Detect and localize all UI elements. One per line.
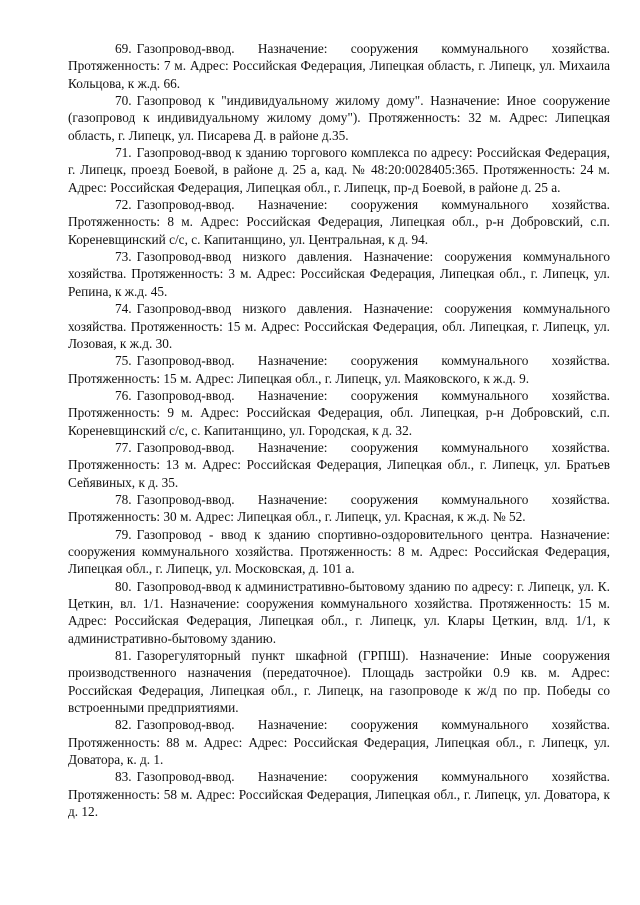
item-number: 74. xyxy=(115,301,132,317)
list-item xyxy=(68,352,610,387)
item-number: 72. xyxy=(115,197,132,213)
list-item xyxy=(68,716,610,768)
item-text: Газопровод-ввод. Назначение: сооружения коммунального хозяйства. Протяженность: 88 м. Адрес: Адрес: Российская Федерация, Липецкая обл., г. Липецк, ул. Доватора, к. д. 1. xyxy=(68,717,610,768)
document-page xyxy=(68,40,610,820)
item-text: Газопровод-ввод к зданию торгового комплекса по адресу: Российская Федерация, г. Липецк, проезд Боевой, в районе д. 25 а, кад. № 48:20:0028405:365. Протяженность: 24 м. Адрес: Российская Федерация, Липецкая обл., г. Липецк, пр-д Боевой, в районе д. 25 а. xyxy=(68,145,610,195)
list-item xyxy=(68,196,610,248)
list-item xyxy=(68,144,610,196)
item-text: Газопровод - ввод к зданию спортивно-оздоровительного центра. Назначение: сооружения коммунального хозяйства. Протяженность: 8 м. Адрес: Российская Федерация, Липецкая обл., г. Липецк, ул. Московская, д. 101 а. xyxy=(68,526,610,577)
list-item xyxy=(68,491,610,526)
item-text: Газопровод-ввод. Назначение: сооружения коммунального хозяйства. Протяженность: 30 м. Адрес: Липецкая обл., г. Липецк, ул. Красная, к ж.д. № 52. xyxy=(68,491,610,525)
item-number: 79. xyxy=(115,526,132,542)
item-number: 70. xyxy=(115,93,132,109)
item-number: 82. xyxy=(115,717,132,733)
list-item xyxy=(68,300,610,352)
item-text: Газопровод-ввод. Назначение: сооружения коммунального хозяйства. Протяженность: 13 м. Адрес: Российская Федерация, Липецкая обл., г. Липецк, ул. Братьев Сеňявиных, к д. 35. xyxy=(68,439,610,490)
list-item xyxy=(68,768,610,820)
item-number: 80. xyxy=(115,578,132,594)
list-item xyxy=(68,526,610,578)
list-item xyxy=(68,439,610,491)
item-number: 78. xyxy=(115,491,132,507)
item-text: Газопровод-ввод. Назначение: сооружения коммунального хозяйства. Протяженность: 9 м. Адрес: Российская Федерация, обл. Липецкая, р-н Добровский, с.п. Кореневщинский с/с, с. Капитанщино, ул. Городская, к д. 32. xyxy=(68,387,610,438)
item-number: 69. xyxy=(115,41,132,56)
list-item xyxy=(68,647,610,716)
item-text: Газопровод-ввод к административно-бытовому зданию по адресу: г. Липецк, ул. К. Цеткин, вл. 1/1. Назначение: сооружения коммунального хозяйства. Протяженность: 15 м. Адрес: Российская Федерация, Липецкая обл., г. Липецк, ул. Клары Цеткин, влд. 1/1, к административно-бытовому зданию. xyxy=(68,578,610,646)
item-number: 81. xyxy=(115,648,132,664)
list-item xyxy=(68,248,610,300)
item-text: Газопровод-ввод. Назначение: сооружения коммунального хозяйства. Протяженность: 58 м. Адрес: Российская Федерация, Липецкая обл., г. Липецк, ул. Доватора, к д. 12. xyxy=(68,769,610,820)
item-number: 76. xyxy=(115,387,132,403)
item-text: Газопровод-ввод. Назначение: сооружения коммунального хозяйства. Протяженность: 8 м. Адрес: Российская Федерация, Липецкая обл., р-н Добровский, с.п. Кореневщинский с/с, с. Капитанщино, ул. Центральная, к д. 94. xyxy=(68,197,610,247)
item-text: Газопровод-ввод. Назначение: сооружения коммунального хозяйства. Протяженность: 15 м. Адрес: Липецкая обл., г. Липецк, ул. Маяковского, к ж.д. 9. xyxy=(68,353,610,386)
item-text: Газопровод-ввод. Назначение: сооружения коммунального хозяйства. Протяженность: 7 м. Адрес: Российская Федерация, Липецкая область, г. Липецк, ул. Михаила Кольцова, к ж.д. 66. xyxy=(68,41,610,91)
item-text: Газопровод к "индивидуальному жилому дому". Назначение: Иное сооружение (газопровод к индивидуальному жилому дому"). Протяженность: 32 м. Адрес: Липецкая область, г. Липецк, ул. Писарева Д. в районе д.35. xyxy=(68,93,610,143)
item-number: 73. xyxy=(115,249,132,265)
item-text: Газопровод-ввод низкого давления. Назначение: сооружения коммунального хозяйства. Протяженность: 15 м. Адрес: Российская Федерация, обл. Липецкая, г. Липецк, ул. Лозовая, к ж.д. 30. xyxy=(68,301,610,351)
list-item xyxy=(68,387,610,439)
list-item xyxy=(68,40,610,92)
item-number: 75. xyxy=(115,353,132,369)
item-number: 71. xyxy=(115,145,132,161)
list-item xyxy=(68,578,610,647)
item-text: Газопровод-ввод низкого давления. Назначение: сооружения коммунального хозяйства. Протяженность: 3 м. Адрес: Российская Федерация, Липецкая обл., г. Липецк, ул. Репина, к ж.д. 45. xyxy=(68,249,610,299)
item-number: 83. xyxy=(115,769,132,785)
list-item xyxy=(68,92,610,144)
item-text: Газорегуляторный пункт шкафной (ГРПШ). Назначение: Иные сооружения производственного назначения (передаточное). Площадь застройки 0.9 кв. м. Адрес: Российская Федерация, Липецкая обл., г. Липецк, на газопроводе к ж/д по пр. Победы со встроенными предприятиями. xyxy=(68,648,610,716)
item-number: 77. xyxy=(115,439,132,455)
